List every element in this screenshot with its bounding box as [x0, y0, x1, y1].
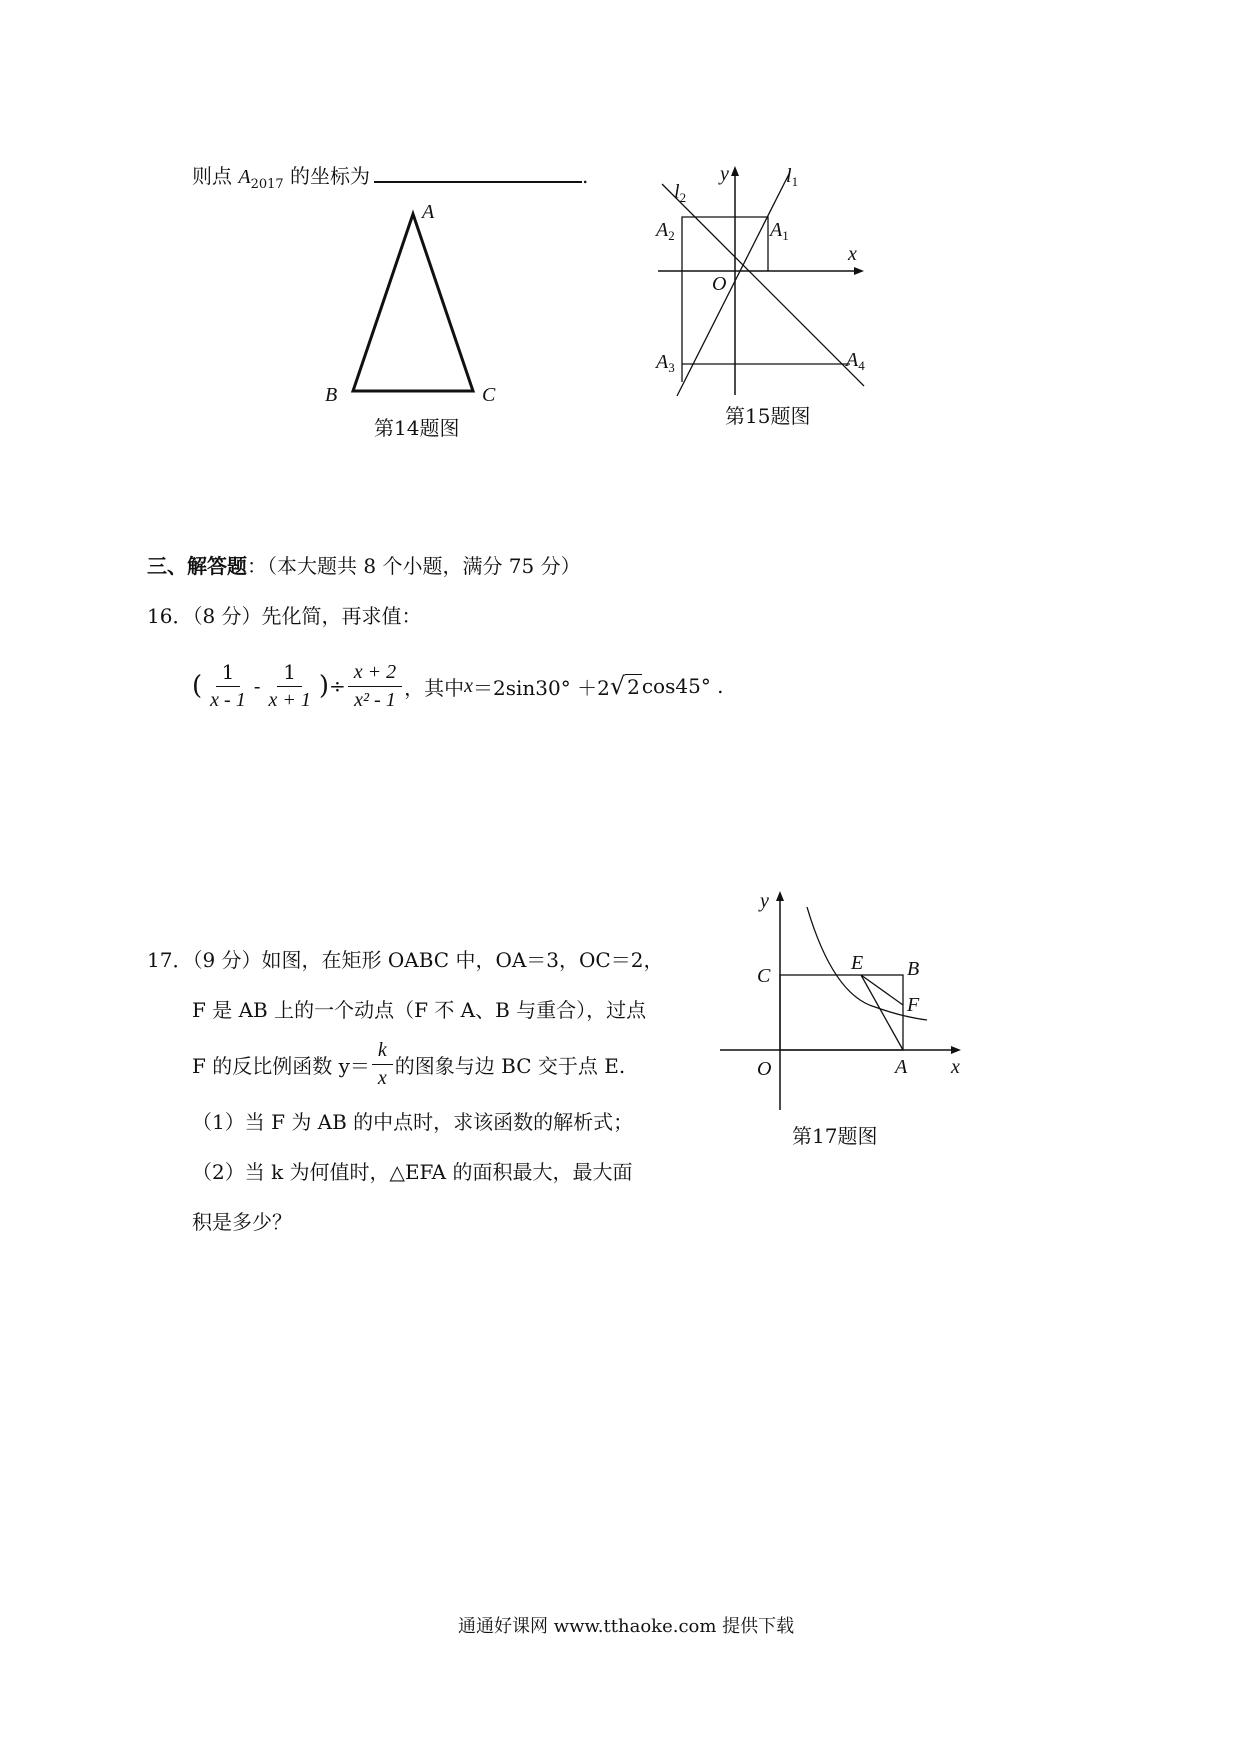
- figure-17-caption: 第17题图: [792, 1124, 878, 1148]
- figure-14-triangle: [320, 196, 520, 436]
- q17-line-3: F 的反比例函数 y＝ $\frac{k}{x}$ 的图象与边 BC 交于点 E.: [192, 1038, 626, 1089]
- fraction-1: $\frac{1}{x - 1}$: [210, 660, 246, 711]
- q17-line-6: 积是多少？: [192, 1210, 292, 1234]
- y-axis-arrow-icon: [731, 166, 739, 176]
- vertex-a-label: A: [422, 201, 435, 223]
- fraction-2: $\frac{1}{x + 1}$: [268, 660, 311, 711]
- segment-ea: [861, 975, 903, 1050]
- q16-expression: ( $\frac{1}{x - 1}$ - $\frac{1}{x + 1}$ ) ÷ $\frac{x + 2}{\text{x² - 1}}$ ，其中 x ＝2sin30° ＋2 √ 2 cos45° .: [192, 660, 724, 711]
- svg-text:B: B: [907, 958, 920, 980]
- svg-text:x: x: [848, 243, 857, 265]
- a2-label: $A_2$: [656, 219, 675, 243]
- svg-text:E: E: [851, 952, 864, 974]
- q16-stem: 16．（8 分）先化简，再求值：: [147, 604, 422, 628]
- figure-15-caption: 第15题图: [725, 404, 811, 428]
- triangle-abc: [353, 214, 473, 391]
- q17-line-2: F 是 AB 上的一个动点（F 不 A、B 与重合），过点: [192, 998, 647, 1022]
- q17-line-1: 17．（9 分）如图，在矩形 OABC 中，OA＝3，OC＝2，: [147, 948, 664, 972]
- a1-label: $A_1$: [770, 219, 789, 243]
- svg-text:A: A: [895, 1056, 908, 1078]
- rectangle-oabc: [780, 975, 903, 1050]
- q17-line-5: （2）当 k 为何值时，△EFA 的面积最大，最大面: [192, 1160, 633, 1184]
- vertex-c-label: C: [482, 384, 496, 406]
- svg-text:C: C: [757, 965, 771, 987]
- figure-17-diagram: [715, 885, 975, 1115]
- q15-stem: 则点 $A_{2017}$ 的坐标为 .: [192, 160, 588, 192]
- svg-text:O: O: [712, 273, 727, 295]
- sqrt-symbol-icon: √: [609, 672, 626, 700]
- vertex-b-label: B: [325, 384, 338, 406]
- l2-label: $l_2$: [674, 181, 687, 205]
- a4-label: $A_4$: [846, 349, 865, 373]
- x-axis-arrow-icon: [951, 1046, 961, 1054]
- fraction-3: $\frac{x + 2}{\text{x² - 1}}$: [348, 661, 402, 712]
- svg-text:y: y: [720, 163, 729, 185]
- a3-label: $A_3$: [656, 351, 675, 375]
- svg-text:x: x: [951, 1056, 960, 1078]
- svg-text:y: y: [760, 890, 769, 912]
- svg-text:O: O: [757, 1058, 772, 1080]
- svg-text:F: F: [907, 994, 920, 1016]
- section-3-heading: 三、解答题：（本大题共 8 个小题，满分 75 分）: [147, 554, 581, 578]
- segment-ef: [861, 975, 903, 1005]
- footer-text: 通通好课网 www.tthaoke.com 提供下载: [458, 1616, 795, 1637]
- line-l1: [677, 172, 790, 396]
- answer-blank[interactable]: [374, 161, 582, 183]
- line-l2: [662, 184, 864, 386]
- q17-line-4: （1）当 F 为 AB 的中点时，求该函数的解析式；: [192, 1110, 634, 1134]
- l1-label: $l_1$: [786, 165, 799, 189]
- figure-14-caption: 第14题图: [374, 416, 460, 440]
- y-axis-arrow-icon: [776, 891, 784, 901]
- x-axis-arrow-icon: [854, 267, 864, 275]
- figure-15-coordinate-diagram: [650, 160, 880, 400]
- fraction-k-over-x: $\frac{k}{x}$: [372, 1039, 393, 1090]
